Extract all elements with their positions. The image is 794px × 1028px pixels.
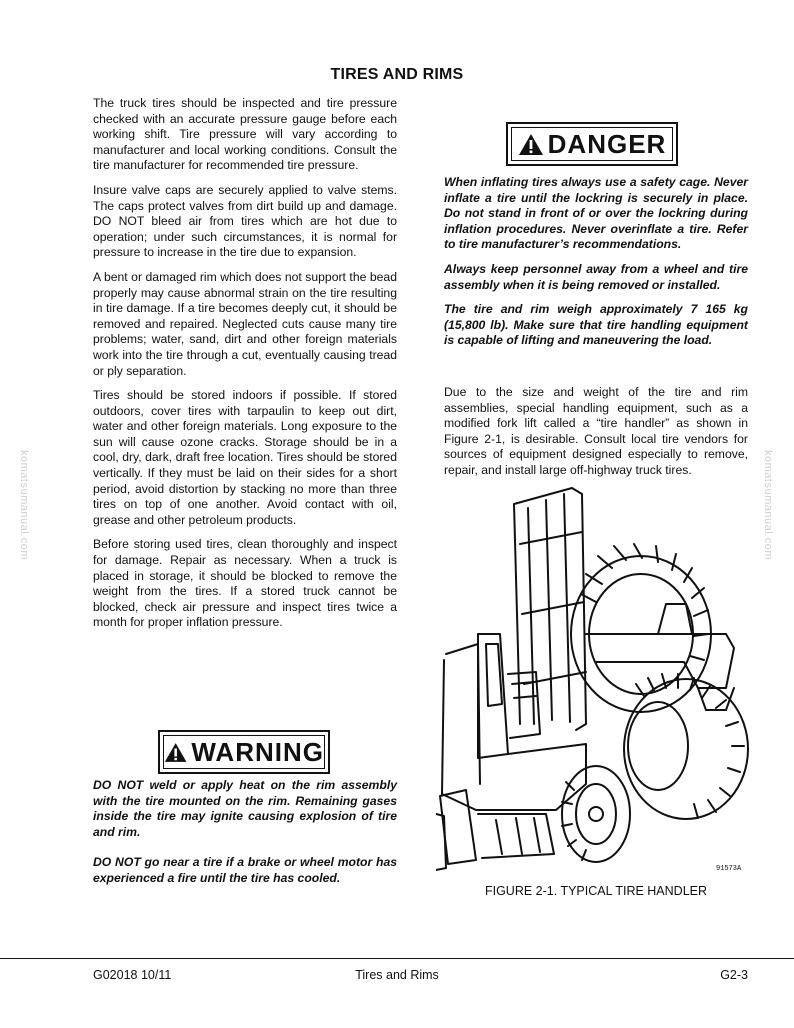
danger-text — [444, 175, 748, 358]
warning-sign — [158, 730, 330, 774]
page-title: TIRES AND RIMS — [330, 66, 464, 83]
right-paragraph — [444, 385, 748, 488]
paragraph-used-tires: Before storing used tires, clean thoroughly and inspect for damage. Repair as necessary. When a truck is placed in storage, it should be blocked to remove the weight from the tires. If a stored truck cannot be blocked, check air pressure and inspect tires twice a month for proper inflation pressure. — [93, 537, 397, 630]
danger-line-inflating: When inflating tires always use a safety cage. Never inflate a tire until the lockring is securely in place. Do not stand in front of or over the lockring during inflation procedures. Never overinflate a tire. Refer to tire manufacturer’s recommendations. — [444, 175, 748, 252]
figure-code: 91573A — [716, 865, 742, 873]
footer-section-title: Tires and Rims — [355, 968, 439, 982]
warning-line-weld: DO NOT weld or apply heat on the rim assembly with the tire mounted on the rim. Remaining gases inside the tire may ignite causing explosion of tire and rim. — [93, 778, 397, 839]
watermark-left: komatsumanual.com — [18, 450, 30, 560]
paragraph-inspection: The truck tires should be inspected and tire pressure checked with an accurate pressure gauge before each working shift. Tire pressure will vary according to manufacturer and local working conditions. Consult the tire manufacturer for recommended tire pressure. — [93, 96, 397, 173]
figure-caption: FIGURE 2-1. TYPICAL TIRE HANDLER — [484, 884, 708, 898]
paragraph-damaged-rim: A bent or damaged rim which does not support the bead properly may cause abnormal strain on the tire resulting in tire damage. If a tire becomes deeply cut, it should be removed and repaired. Neglected cuts cause many tire problems; water, sand, dirt and other foreign materials work into the tire through a cut, eventually causing tread or ply separation. — [93, 269, 397, 378]
watermark-right: komatsumanual.com — [762, 450, 774, 560]
footer-doc-code: G02018 10/11 — [93, 968, 172, 982]
footer-page-number: G2-3 — [720, 968, 748, 982]
danger-line-weight: The tire and rim weigh approximately 7 165 kg (15,800 lb). Make sure that tire handling equipment is capable of lifting and maneuvering the load. — [444, 302, 748, 348]
danger-sign — [506, 122, 678, 166]
warning-label: WARNING — [191, 736, 324, 767]
warning-triangle-icon — [164, 741, 187, 764]
danger-label: DANGER — [547, 128, 667, 159]
warning-line-fire: DO NOT go near a tire if a brake or wheel motor has experienced a fire until the tire has cooled. — [93, 855, 397, 885]
paragraph-tire-handler: Due to the size and weight of the tire and rim assemblies, special handling equipment, such as a modified fork lift called a “tire handler” as shown in Figure 2-1, is desirable. Consult local tire vendors for sources of equipment designed especially to remove, repair, and install large off-highway truck tires. — [444, 385, 748, 477]
danger-line-personnel: Always keep personnel away from a wheel and tire assembly when it is being removed or installed. — [444, 261, 748, 292]
footer-divider — [0, 958, 794, 959]
tire-handler-illustration — [436, 484, 756, 876]
left-column — [93, 96, 397, 640]
paragraph-valve-caps: Insure valve caps are securely applied to valve stems. The caps protect valves from dirt build up and damage. DO NOT bleed air from tires which are hot due to operation; under such circumstances, it is normal for pressure to increase in the tire due to expansion. — [93, 182, 397, 260]
paragraph-storage: Tires should be stored indoors if possible. If stored outdoors, cover tires with tarpaulin to keep out dirt, water and other foreign materials. Long exposure to the sun will cause ozone cracks. Storage should be in a cool, dry, dark, draft free location. Tires should be stored vertically. If they must be laid on their sides for a short period, avoid distortion by stacking no more than three tires on top of one another. Avoid contact with oil, grease and other petroleum products. — [93, 388, 397, 527]
danger-triangle-icon — [518, 133, 544, 156]
warning-text — [93, 778, 397, 896]
